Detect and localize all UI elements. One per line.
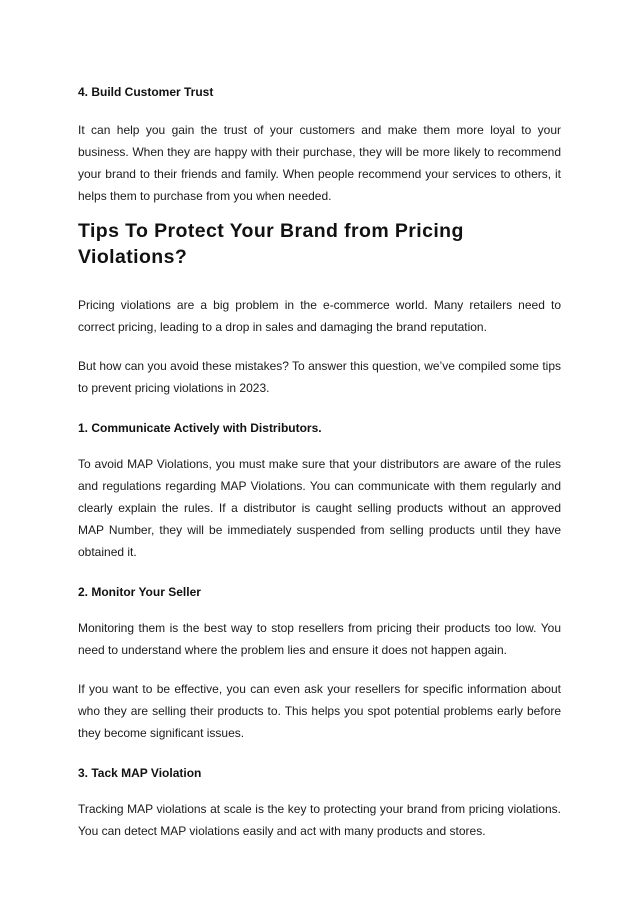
- paragraph-effective: If you want to be effective, you can even ask your resellers for specific information about who they are selling their products to. This helps you spot potential problems early before they become significant issues.: [78, 682, 561, 740]
- main-heading: Tips To Protect Your Brand from Pricing Violations?: [78, 220, 464, 268]
- tip-heading-monitor: 2. Monitor Your Seller: [78, 585, 201, 599]
- paragraph-monitor: Monitoring them is the best way to stop resellers from pricing their products too low. You need to understand where the problem lies and ensure it does not happen again.: [78, 621, 561, 657]
- document-page: [78, 84, 561, 842]
- paragraph-avoid-mistakes: But how can you avoid these mistakes? To answer this question, we’ve compiled some tips to prevent pricing violations in 2023.: [78, 359, 561, 395]
- paragraph-tracking-map: Tracking MAP violations at scale is the key to protecting your brand from pricing violations. You can detect MAP violations easily and act with many products and stores.: [78, 802, 561, 838]
- tip-heading-communicate: 1. Communicate Actively with Distributors.: [78, 421, 322, 435]
- paragraph-customer-trust: It can help you gain the trust of your customers and make them more loyal to your business. When they are happy with their purchase, they will be more likely to recommend your brand to their friends and family. When people recommend your services to others, it helps them to purchase from you when needed.: [78, 123, 561, 203]
- paragraph-pricing-violations: Pricing violations are a big problem in the e-commerce world. Many retailers need to correct pricing, leading to a drop in sales and damaging the brand reputation.: [78, 298, 561, 334]
- section-heading-build-customer-trust: 4. Build Customer Trust: [78, 85, 214, 99]
- paragraph-communicate: To avoid MAP Violations, you must make sure that your distributors are aware of the rules and regulations regarding MAP Violations. You can communicate with them regularly and clearly explain the rules. If a distributor is caught selling products without an approved MAP Number, they will be immediately suspended from selling products until they have obtained it.: [78, 457, 561, 559]
- tip-heading-track-map: 3. Tack MAP Violation: [78, 766, 202, 780]
